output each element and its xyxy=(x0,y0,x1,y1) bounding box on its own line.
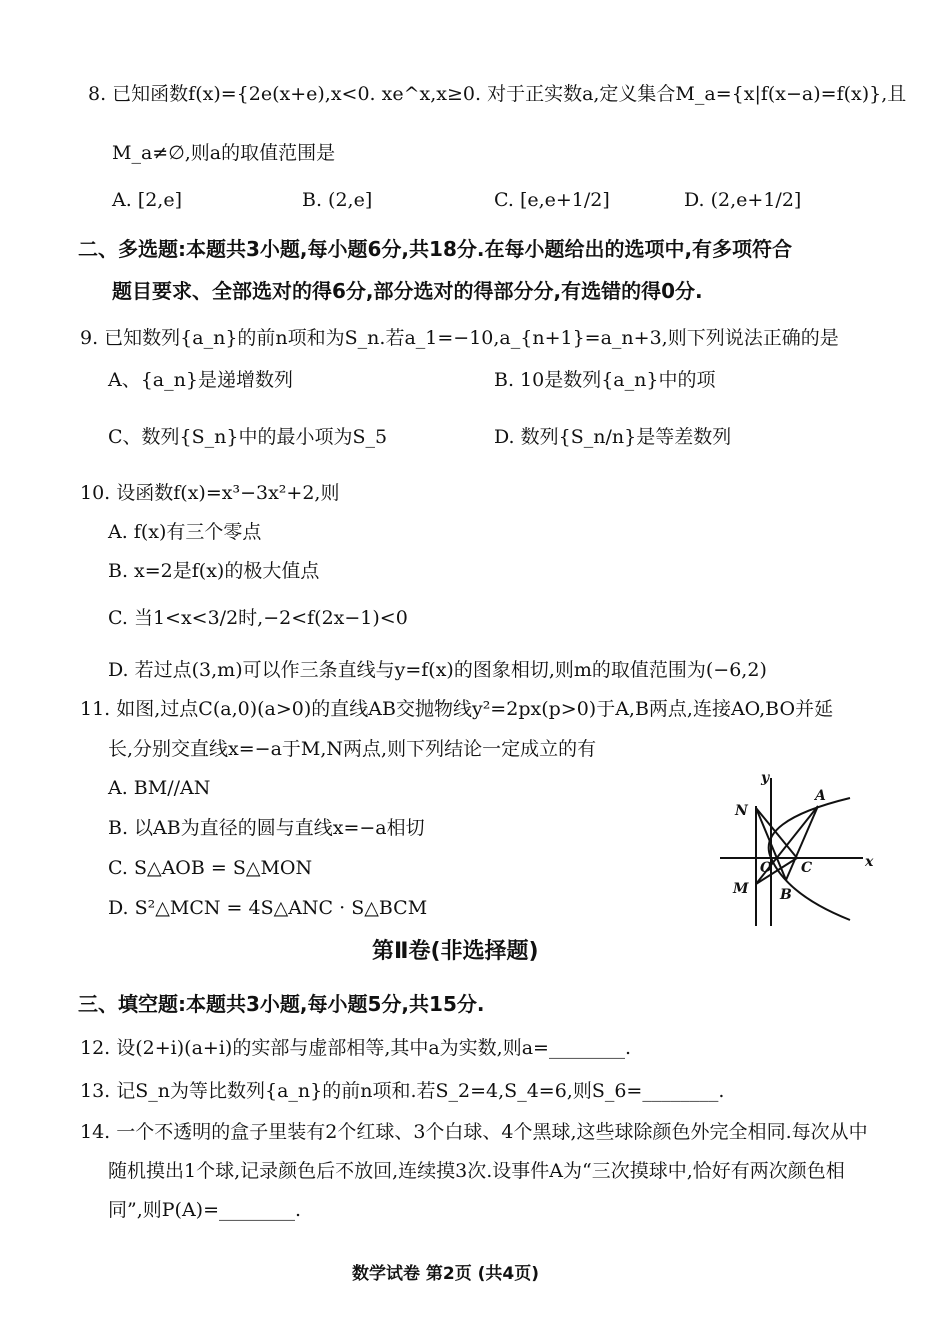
parabola-figure xyxy=(715,768,880,928)
q10-option-d: D. 若过点(3,m)可以作三条直线与y=f(x)的图象相切,则m的取值范围为(−6,2) xyxy=(108,659,767,681)
section2-heading-line2: 题目要求、全部选对的得6分,部分选对的得部分分,有选错的得0分. xyxy=(112,279,703,303)
q9-option-a: A、{a_n}是递增数列 xyxy=(108,369,293,391)
q8-option-d: D. (2,e+1/2] xyxy=(684,189,802,211)
line-nc xyxy=(756,808,797,858)
q13: 13. 记S_n为等比数列{a_n}的前n项和.若S_2=4,S_4=6,则S_6=________. xyxy=(80,1080,725,1102)
q8-option-c: C. [e,e+1/2] xyxy=(494,189,610,211)
label-b: B xyxy=(780,887,792,903)
q14-line1: 14. 一个不透明的盒子里装有2个红球、3个白球、4个黑球,这些球除颜色外完全相同.每次从中 xyxy=(80,1121,868,1143)
label-o: O xyxy=(760,860,773,876)
part2-title: 第Ⅱ卷(非选择题) xyxy=(372,939,539,964)
page-footer: 数学试卷 第2页 (共4页) xyxy=(352,1264,540,1284)
q10-stem: 10. 设函数f(x)=x³−3x²+2,则 xyxy=(80,482,340,504)
q10-option-c: C. 当1<x<3/2时,−2<f(2x−1)<0 xyxy=(108,607,408,629)
q9-option-c: C、数列{S_n}中的最小项为S_5 xyxy=(108,426,388,448)
label-n: N xyxy=(735,803,748,819)
section2-heading-line1: 二、多选题:本题共3小题,每小题6分,共18分.在每小题给出的选项中,有多项符合 xyxy=(78,237,793,261)
q8-option-b: B. (2,e] xyxy=(302,189,373,211)
q10-option-a: A. f(x)有三个零点 xyxy=(108,521,262,543)
q11-option-b: B. 以AB为直径的圆与直线x=−a相切 xyxy=(108,817,425,839)
q14-line2: 随机摸出1个球,记录颜色后不放回,连续摸3次.设事件A为“三次摸球中,恰好有两次颜色相 xyxy=(108,1160,845,1182)
q11-option-c: C. S△AOB = S△MON xyxy=(108,857,313,879)
q11-stem-line1: 11. 如图,过点C(a,0)(a>0)的直线AB交抛物线y²=2px(p>0)于A,B两点,连接AO,BO并延 xyxy=(80,698,834,720)
q11-option-a: A. BM//AN xyxy=(108,777,211,799)
q12: 12. 设(2+i)(a+i)的实部与虚部相等,其中a为实数,则a=________. xyxy=(80,1037,632,1059)
q9-option-b: B. 10是数列{a_n}中的项 xyxy=(494,369,716,391)
q8-line2: M_a≠∅,则a的取值范围是 xyxy=(112,142,336,164)
label-m: M xyxy=(733,881,749,897)
label-a: A xyxy=(815,788,826,804)
q8-option-a: A. [2,e] xyxy=(112,189,182,211)
section3-heading: 三、填空题:本题共3小题,每小题5分,共15分. xyxy=(78,992,485,1016)
label-c: C xyxy=(801,860,813,876)
label-y: y xyxy=(761,770,770,786)
q9-option-d: D. 数列{S_n/n}是等差数列 xyxy=(494,426,732,448)
q11-option-d: D. S²△MCN = 4S△ANC · S△BCM xyxy=(108,897,428,919)
q8-line1: 8. 已知函数f(x)={2e(x+e),x<0. xe^x,x≥0. 对于正实数a,定义集合M_a={x|f(x−a)=f(x)},且 xyxy=(88,83,907,105)
label-x: x xyxy=(865,854,874,870)
q10-option-b: B. x=2是f(x)的极大值点 xyxy=(108,560,320,582)
q9-stem: 9. 已知数列{a_n}的前n项和为S_n.若a_1=−10,a_{n+1}=a_n+3,则下列说法正确的是 xyxy=(80,327,839,349)
q11-stem-line2: 长,分别交直线x=−a于M,N两点,则下列结论一定成立的有 xyxy=(108,738,597,760)
q14-line3: 同”,则P(A)=________. xyxy=(108,1199,302,1221)
